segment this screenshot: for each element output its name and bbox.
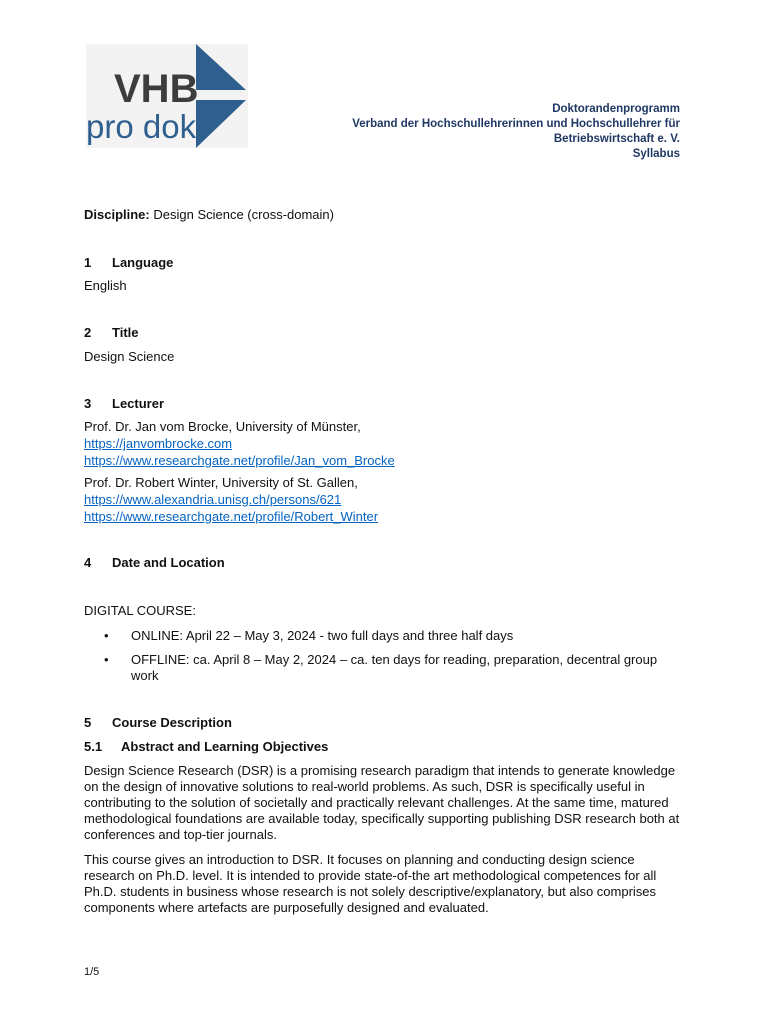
lecturer-2-researchgate-link[interactable]: https://www.researchgate.net/profile/Robert_Winter: [84, 509, 379, 524]
bullet-icon: •: [104, 628, 109, 643]
subsection-title: Abstract and Learning Objectives: [121, 739, 329, 754]
course-type: DIGITAL COURSE:: [84, 603, 196, 618]
description-paragraph-1: Design Science Research (DSR) is a promising research paradigm that intends to generate knowledge on the design of innovative solutions to real-world problems. As such, DSR is specifically useful in contributing to the solution of societally and practically relevant challenges. At the same time, matured methodological foundations are available today, specifically supporting publishing DSR research both at conferences and top-tier journals.: [84, 763, 680, 842]
discipline-value: Design Science (cross-domain): [149, 207, 334, 222]
section-title-heading: [84, 325, 139, 341]
header-line-program: Doktorandenprogramm: [552, 103, 680, 115]
section-description-heading: [84, 715, 232, 731]
language-value: English: [84, 278, 127, 293]
lecturer-1-researchgate-link[interactable]: https://www.researchgate.net/profile/Jan_vom_Brocke: [84, 453, 395, 468]
title-value: Design Science: [84, 349, 175, 364]
discipline-line: [84, 207, 334, 223]
section-language-heading: [84, 255, 173, 271]
online-bullet-text: ONLINE: April 22 – May 3, 2024 - two full days and three half days: [131, 628, 514, 643]
lecturer-1-website-link[interactable]: https://janvombrocke.com: [84, 436, 233, 451]
header-line-association-cont: Betriebswirtschaft e. V.: [553, 133, 680, 145]
offline-bullet-text: OFFLINE: ca. April 8 – May 2, 2024 – ca. ten days for reading, preparation, decentral group: [131, 652, 658, 667]
bullet-icon: •: [104, 652, 109, 667]
vhb-prodok-logo: [86, 44, 248, 148]
subsection-objectives-heading: [84, 739, 328, 755]
lecturer-2-name: Prof. Dr. Robert Winter, University of St. Gallen,: [84, 475, 358, 490]
section-number: 4: [84, 555, 92, 570]
logo-graphic: [86, 44, 248, 148]
section-title: Course Description: [112, 715, 232, 730]
lecturer-1-name: Prof. Dr. Jan vom Brocke, University of Münster,: [84, 419, 361, 434]
offline-bullet-text-cont: work: [131, 668, 159, 683]
subsection-number: 5.1: [84, 739, 103, 754]
description-paragraph-2: This course gives an introduction to DSR. It focuses on planning and conducting design science research on Ph.D. level. It is intended to provide state-of-the art methodological competences for all Ph.D. students in business whose research is not solely descriptive/explanatory, but also comprises components where artefacts are purposefully designed and evaluated.: [84, 852, 657, 915]
header-line-syllabus: Syllabus: [632, 148, 680, 160]
logo-text-prodok: pro dok: [86, 108, 197, 145]
section-number: 2: [84, 325, 92, 340]
lecturer-2-website-link[interactable]: https://www.alexandria.unisg.ch/persons/621: [84, 492, 342, 507]
section-title: Title: [112, 325, 139, 340]
section-title: Lecturer: [112, 396, 165, 411]
section-lecturer-heading: [84, 396, 164, 412]
logo-text-vhb: VHB: [114, 67, 199, 111]
section-number: 3: [84, 396, 92, 411]
section-title: Date and Location: [112, 555, 225, 570]
section-title: Language: [112, 255, 174, 270]
page-number: 1/5: [84, 966, 100, 978]
section-number: 5: [84, 715, 92, 730]
header-block: [352, 102, 680, 162]
section-number: 1: [84, 255, 92, 270]
section-date-heading: [84, 555, 225, 571]
discipline-label: Discipline:: [84, 207, 150, 222]
header-line-association: Verband der Hochschullehrerinnen und Hochschullehrer für: [352, 118, 680, 130]
